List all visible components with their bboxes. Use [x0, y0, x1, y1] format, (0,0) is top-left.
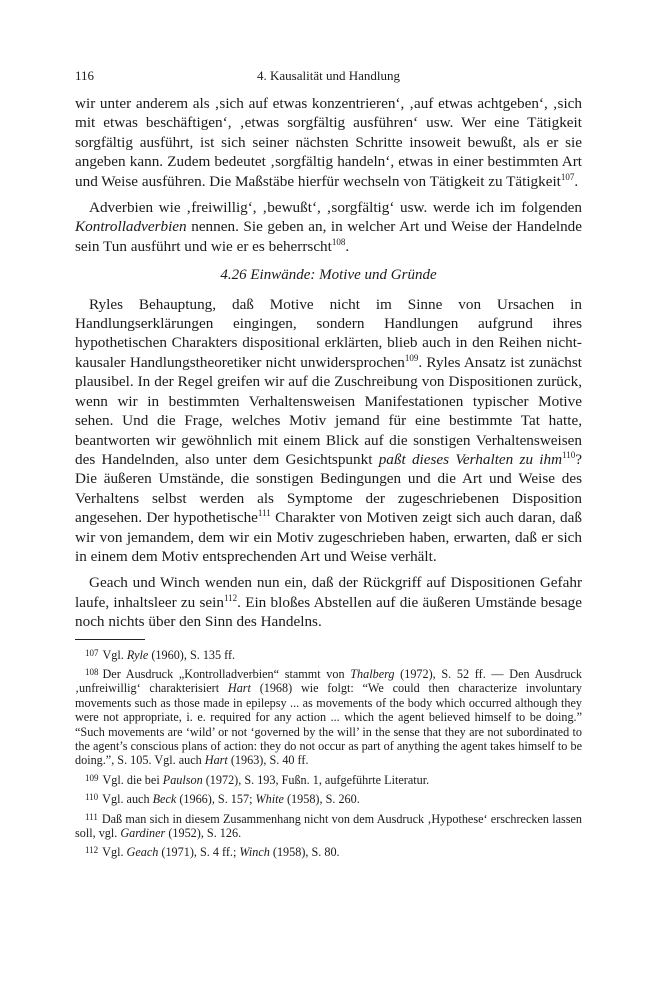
section-heading: 4.26 Einwände: Motive und Gründe: [220, 267, 437, 284]
footnote-ref: 110: [562, 449, 576, 460]
paragraph: Ryles Behauptung, daß Motive nicht im Sinne von Ursachen in Handlungserklärungen eingingen, sondern Handlungen aufgrund ihres hypothetischen Charakters dispositional erklärten, blieb auch in den Reihen nicht-kausaler Handlungstheoretiker nicht unwidersprochen$^{109}$. Ryles Ansatz ist zunächst plausibel. In der Regel greifen wir auf die Zuschreibung von Dispositionen zurück, wenn wir in bestimmten Verhaltensweisen Manifestationen typischer Motive sehen. Und die Frage, welches Motiv jemand für eine bestimmte Tat hatte, beantworten wir gewöhnlich mit einem Blick auf die sonstigen Verhaltensweisen des Handelnden, also unter dem Gesichtspunkt paßt dieses Verhalten zu ihm$^{110}$? Die äußeren Umstände, die sonstigen Bedingungen und die Art und Weise des Verhaltens selbst werden als Symptome der zugeschriebenen Disposition angesehen. Der hypothetische$^{111}$ Charakter von Motiven zeigt sich auch daran, daß wir von jemandem, dem wir ein Motiv zugeschrieben haben, erwarten, daß er sich in einem dem Motiv entsprechenden Art und Weise verhält.: [75, 295, 582, 565]
main-text: [75, 94, 582, 632]
page-number: 116: [75, 68, 95, 83]
footnote-111: $^{111}$ Daß man sich in diesem Zusammenhang nicht von dem Ausdruck ‚Hypothese‘ erschrecken lassen soll, vgl. Gardiner (1952), S. 126.: [75, 811, 582, 841]
footnotes: [75, 646, 582, 860]
footnote-ref: 111: [257, 508, 271, 519]
running-title: 4. Kausalität und Handlung: [257, 68, 400, 83]
book-page: [75, 68, 582, 863]
paragraph: Geach und Winch wenden nun ein, daß der Rückgriff auf Dispositionen Gefahr laufe, inhaltsleer zu sein$^{112}$. Ein bloßes Abstellen auf die äußeren Umstände besage noch nichts über den Sinn des Handelns.: [75, 574, 582, 631]
footnote-109: $^{109}$ Vgl. die bei Paulson (1972), S. 193, Fußn. 1, aufgeführte Literatur.: [85, 772, 430, 787]
footnote-112: $^{112}$ Vgl. Geach (1971), S. 4 ff.; Winch (1958), S. 80.: [85, 845, 340, 860]
footnote-108: $^{108}$ Der Ausdruck „Kontrolladverbien“ stammt von Thalberg (1972), S. 52 ff. — Den Ausdruck ‚unfreiwillig‘ charakterisiert Hart (1968) wie folgt: “We could then characterize involuntary movements such as those made in epilepsy ... as movements of the body which occurred although they were not appropriate, i. e. required for any action ... which the agent believed himself to be doing.” “Such movements are ‘wild’ or not ‘governed by the will’ in the sense that they are not subordinated to the agent’s conscious plans of action: they do not occur as part of anything the agent takes himself to be doing.”, S. 105. Vgl. auch Hart (1963), S. 40 ff.: [75, 666, 582, 768]
footnote-ref: 112: [223, 592, 238, 603]
footnote-ref: 109: [404, 352, 419, 363]
footnote-110: $^{110}$ Vgl. auch Beck (1966), S. 157; White (1958), S. 260.: [85, 792, 360, 807]
paragraph: wir unter anderem als ‚sich auf etwas konzentrieren‘, ‚auf etwas achtgeben‘, ‚sich mit etwas beschäftigen‘, ‚etwas sorgfältig ausführen‘ usw. Wer eine Tätigkeit sorgfältig ausführt, ist sich seiner nächsten Schritte insoweit bewußt, als er sie angeben kann. Zudem bedeutet ‚sorgfältig handeln‘, etwas in einer bestimmten Art und Weise ausführen. Die Maßstäbe hierfür wechseln von Tätigkeit zu Tätigkeit$^{107}$.: [75, 95, 582, 190]
footnote-107: $^{107}$ Vgl. Ryle (1960), S. 135 ff.: [85, 647, 236, 662]
footnote-rule: [75, 639, 145, 640]
running-header: [75, 68, 582, 90]
paragraph: Adverbien wie ‚freiwillig‘, ‚bewußt‘, ‚sorgfältig‘ usw. werde ich im folgenden Kontrolladverbien nennen. Sie geben an, in welcher Art und Weise der Handelnde sein Tun ausführt und wie er es beherrscht$^{108}$.: [75, 199, 582, 255]
footnote-ref: 108: [331, 236, 346, 247]
footnote-ref: 107: [560, 171, 575, 182]
